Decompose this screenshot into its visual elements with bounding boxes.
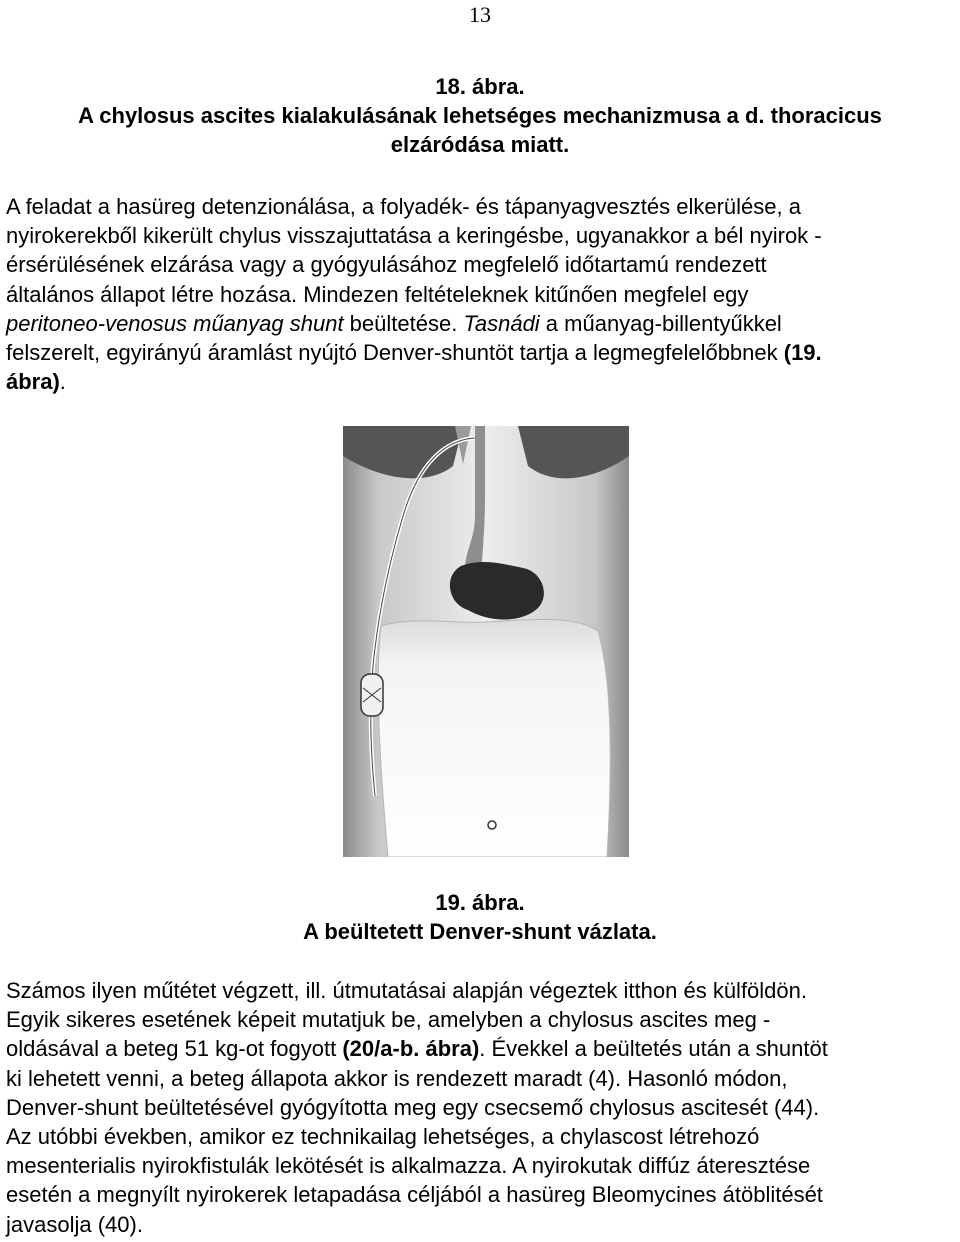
figure-reference: ábra) xyxy=(6,369,60,395)
paragraph-1-line: nyirokerekből kikerült chylus visszajuttatása a keringésbe, ugyanakkor a bél nyirok - xyxy=(6,223,822,249)
shunt-drawing xyxy=(343,426,629,857)
figure-19-title: A beültetett Denver-shunt vázlata. xyxy=(303,919,657,944)
text-run: . Évekkel a beültetés után a shuntöt xyxy=(479,1036,828,1062)
page-number: 13 xyxy=(469,2,491,27)
paragraph-2-line: Denver-shunt beültetésével gyógyította meg egy csecsemő chylosus ascitesét (44). xyxy=(6,1094,820,1120)
paragraph-2-line: Számos ilyen műtétet végzett, ill. útmutatásai alapján végeztek itthon és külföldön. xyxy=(6,978,807,1003)
paragraph-2 xyxy=(6,976,956,1239)
text-run: . xyxy=(59,369,66,395)
paragraph-1-line: A feladat a hasüreg detenzionálása, a folyadék- és tápanyagvesztés elkerülése, a xyxy=(6,194,801,219)
text-run: beültetése. xyxy=(343,310,464,336)
paragraph-2-line: esetén a megnyílt nyirokerek letapadása céljából a hasüreg Bleomycines átöblitését xyxy=(6,1182,823,1208)
paragraph-2-line: ki lehetett venni, a beteg állapota akkor is rendezett maradt (4). Hasonló módon, xyxy=(6,1065,788,1091)
paragraph-2-line: javasolja (40). xyxy=(6,1211,143,1237)
denver-shunt-illustration xyxy=(343,426,629,857)
text-run: oldásával a beteg 51 kg-ot fogyott xyxy=(6,1036,343,1062)
figure-19-number: 19. ábra. xyxy=(435,890,525,915)
navel xyxy=(488,821,496,829)
text-run: felszerelt, egyirányú áramlást nyújtó Denver-shuntöt tartja a legmegfelelőbbnek xyxy=(6,339,784,365)
figure-18-title-line-1: A chylosus ascites kialakulásának lehetséges mechanizmusa a d. thoracicus xyxy=(78,103,882,128)
shunt-term: peritoneo-venosus műanyag shunt xyxy=(6,310,344,336)
figure-18-caption xyxy=(0,72,960,159)
paragraph-1-line xyxy=(6,338,956,367)
paragraph-1-line: általános állapot létre hozása. Mindezen feltételeknek kitűnően megfelel egy xyxy=(6,281,749,307)
author-name: Tasnádi xyxy=(463,310,540,336)
paragraph-2-line xyxy=(6,1034,956,1063)
figure-19-caption xyxy=(0,888,960,946)
paragraph-1-line: érsérülésének elzárása vagy a gyógyulásához megfelelő időtartamú rendezett xyxy=(6,252,767,278)
paragraph-1-line xyxy=(6,367,956,396)
figure-reference: (20/a-b. ábra) xyxy=(342,1036,480,1062)
figure-18-title-line-2: elzáródása miatt. xyxy=(390,132,570,157)
paragraph-1-line xyxy=(6,309,956,338)
figure-18-number: 18. ábra. xyxy=(435,74,525,99)
paragraph-2-line: Egyik sikeres esetének képeit mutatjuk be, amelyben a chylosus ascites meg - xyxy=(6,1007,771,1033)
figure-reference: (19. xyxy=(783,339,822,365)
paragraph-2-line: Az utóbbi években, amikor ez technikailag lehetséges, a chylascost létrehozó xyxy=(6,1123,760,1149)
paragraph-1 xyxy=(6,192,956,396)
text-run: a műanyag-billentyűkkel xyxy=(539,310,782,336)
paragraph-2-line: mesenterialis nyirokfistulák lekötését is alkalmazza. A nyirokutak diffúz áteresztése xyxy=(6,1153,811,1179)
